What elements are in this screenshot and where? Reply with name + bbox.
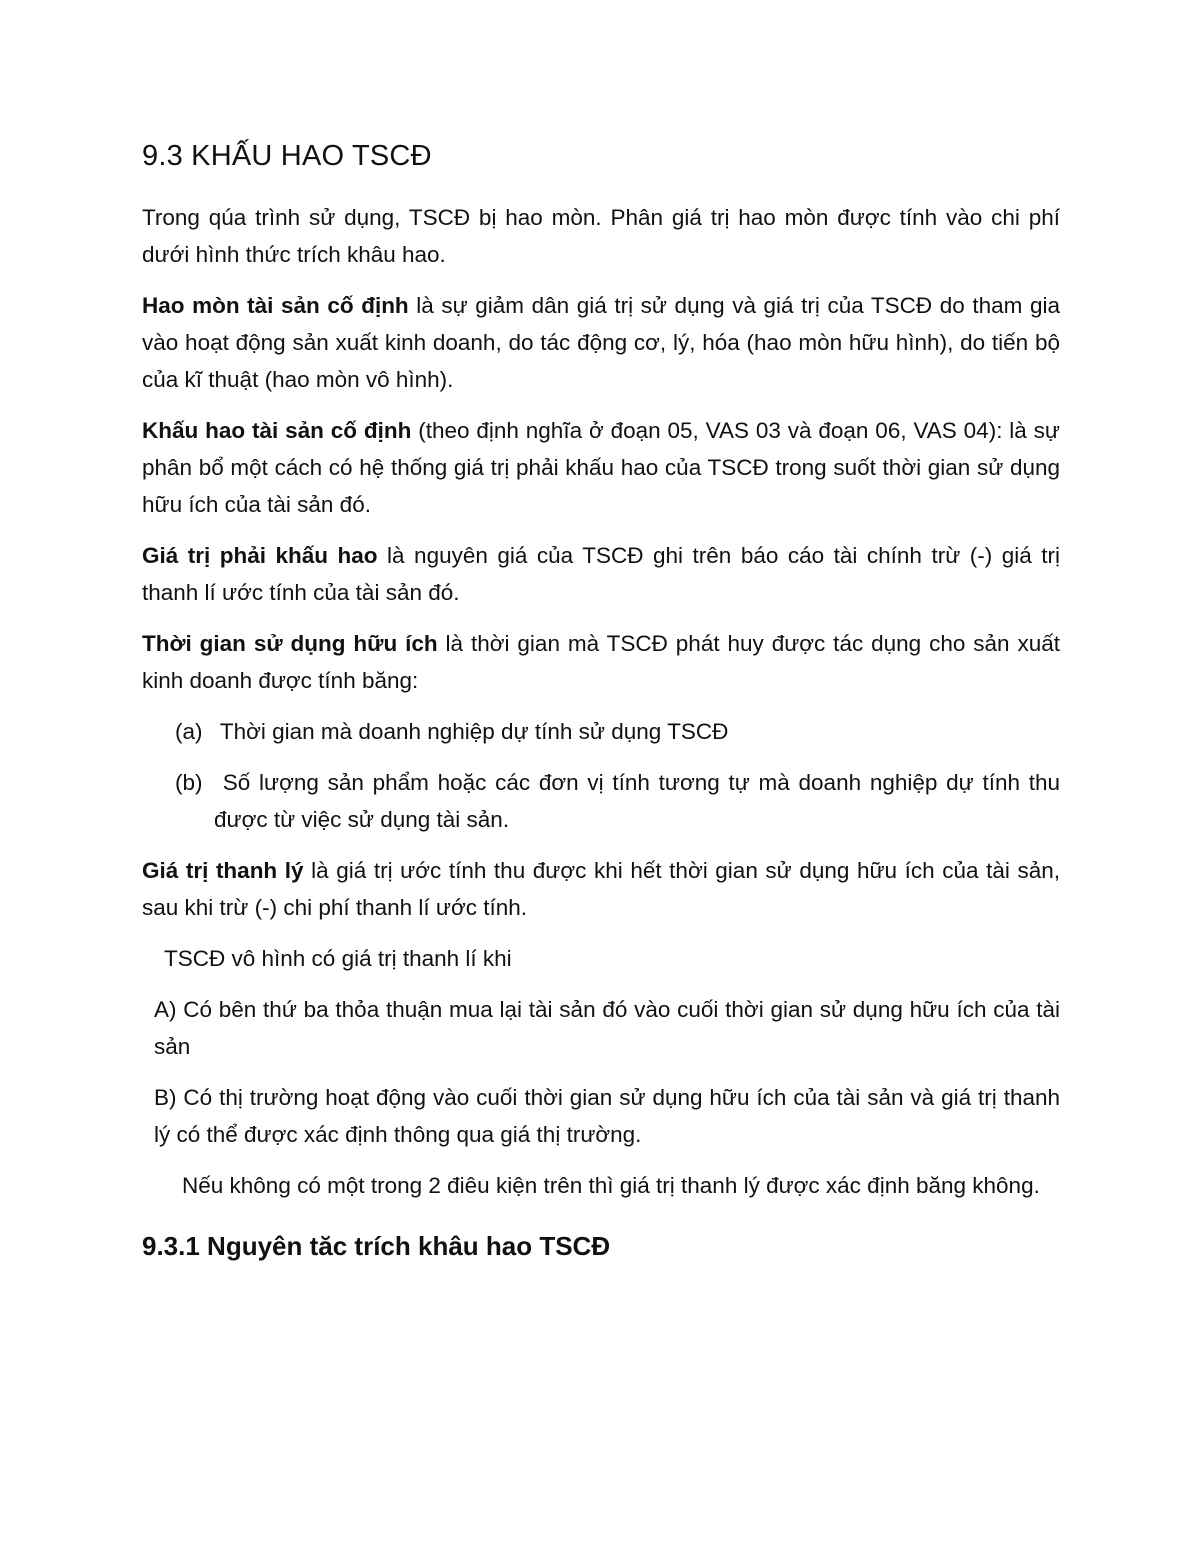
list-item-text: Thời gian mà doanh nghiệp dự tính sử dụng TSCĐ: [219, 719, 729, 744]
definition-hao-mon: [142, 287, 1060, 398]
definition-khau-hao: [142, 412, 1060, 523]
conclusion-paragraph: Nếu không có một trong 2 điêu kiện trên thì giá trị thanh lý được xác định băng không.: [182, 1173, 1040, 1198]
list-item-text: Số lượng sản phẩm hoặc các đơn vị tính tương tự mà doanh nghiệp dự tính thu được từ việc sử dụng tài sản.: [214, 770, 1060, 832]
section-heading: 9.3 KHẤU HAO TSCĐ: [142, 140, 432, 172]
definition-khau-hao-text: (theo định nghĩa ở đoạn 05, VAS 03 và đoạn 06, VAS 04): là sự phân bổ một cách có hệ thống giá trị phải khấu hao của TSCĐ trong suốt thời gian sử dụng hữu ích của tài sản đó.: [142, 418, 1060, 517]
definition-gia-tri-thanh-ly: [142, 852, 1060, 926]
term-thoi-gian: Thời gian sử dụng hữu ích: [142, 631, 438, 656]
list-item-label: (b): [175, 770, 203, 795]
list-item: [175, 764, 1060, 838]
term-hao-mon: Hao mòn tài sản cố định: [142, 293, 409, 318]
list-item: [175, 713, 1060, 750]
list-item-label: (a): [175, 719, 203, 744]
term-gia-tri-thanh-ly: Giá trị thanh lý: [142, 858, 304, 883]
term-khau-hao: Khấu hao tài sản cố định: [142, 418, 412, 443]
condition-a: A) Có bên thứ ba thỏa thuận mua lại tài sản đó vào cuối thời gian sử dụng hữu ích của tài sản: [154, 997, 1060, 1059]
subsection-heading: 9.3.1 Nguyên tăc trích khâu hao TSCĐ: [142, 1231, 611, 1261]
definition-gia-tri-phai-khau-hao-text: là nguyên giá của TSCĐ ghi trên báo cáo tài chính trừ (-) giá trị thanh lí ước tính của tài sản đó.: [142, 543, 1060, 605]
definition-thoi-gian-text: là thời gian mà TSCĐ phát huy được tác dụng cho sản xuất kinh doanh được tính băng:: [142, 631, 1060, 693]
document-page: [142, 140, 1060, 1264]
vo-hinh-intro: TSCĐ vô hình có giá trị thanh lí khi: [164, 946, 512, 971]
definition-gia-tri-phai-khau-hao: [142, 537, 1060, 611]
intro-paragraph: Trong qúa trình sử dụng, TSCĐ bị hao mòn. Phân giá trị hao mòn được tính vào chi phí dưới hình thức trích khâu hao.: [142, 205, 1060, 267]
definition-gia-tri-thanh-ly-text: là giá trị ước tính thu được khi hết thời gian sử dụng hữu ích của tài sản, sau khi trừ (-) chi phí thanh lí ước tính.: [142, 858, 1060, 920]
definition-thoi-gian: [142, 625, 1060, 699]
definition-hao-mon-text: là sự giảm dân giá trị sử dụng và giá trị của TSCĐ do tham gia vào hoạt động sản xuất kinh doanh, do tác động cơ, lý, hóa (hao mòn hữu hình), do tiến bộ của kĩ thuật (hao mòn vô hình).: [142, 293, 1060, 392]
condition-b: B) Có thị trường hoạt động vào cuối thời gian sử dụng hữu ích của tài sản và giá trị thanh lý có thể được xác định thông qua giá thị trường.: [154, 1085, 1060, 1147]
term-gia-tri-phai-khau-hao: Giá trị phải khấu hao: [142, 543, 378, 568]
